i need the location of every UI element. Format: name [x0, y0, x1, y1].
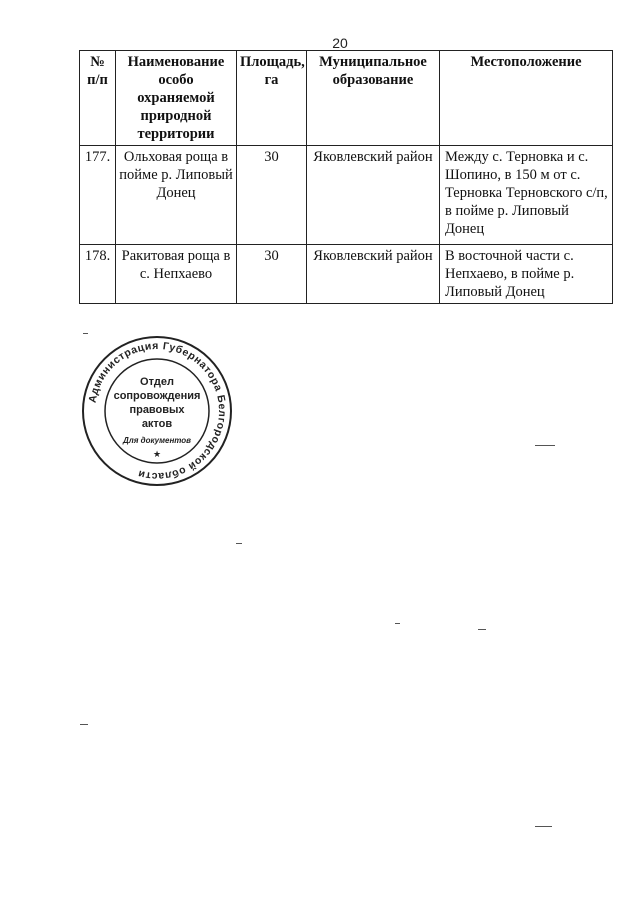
- row-municipality: Яковлевский район: [307, 146, 440, 245]
- row-area: 30: [237, 146, 307, 245]
- row-area: 30: [237, 245, 307, 304]
- stamp-ring-text: Администрация Губернатора Белгородской области: [86, 339, 229, 483]
- row-location: В восточной части с. Непхаево, в пойме р. Липовый Донец: [440, 245, 613, 304]
- office-stamp: [79, 333, 235, 489]
- scan-speck: [83, 333, 88, 334]
- table-header-row: [80, 51, 613, 146]
- header-area: Площадь, га: [237, 51, 307, 146]
- row-num: 178.: [80, 245, 116, 304]
- table-row: [80, 146, 613, 245]
- row-name: Ольховая роща в пойме р. Липовый Донец: [116, 146, 237, 245]
- stamp-center-line: актов: [141, 418, 173, 430]
- header-name: Наименование особо охраняемой природной территории: [116, 51, 237, 146]
- scan-speck: [80, 724, 88, 725]
- scan-speck: [236, 543, 242, 544]
- stamp-bottom-text: Для документов: [122, 436, 192, 445]
- scan-speck: [395, 623, 400, 624]
- table-row: [80, 245, 613, 304]
- row-municipality: Яковлевский район: [307, 245, 440, 304]
- header-municipality: Муниципальное образование: [307, 51, 440, 146]
- row-name: Ракитовая роща в с. Непхаево: [116, 245, 237, 304]
- row-location: Между с. Терновка и с. Шопино, в 150 м от с. Терновка Терновского с/п, в пойме р. Липовый Донец: [440, 146, 613, 245]
- scan-speck: [478, 629, 486, 630]
- stamp-center-line: правовых: [129, 404, 185, 416]
- protected-areas-table: [79, 50, 613, 304]
- header-location: Местоположение: [440, 51, 613, 146]
- row-num: 177.: [80, 146, 116, 245]
- stamp-center-line: сопровождения: [113, 390, 201, 402]
- scan-speck: [535, 445, 555, 446]
- stamp-center-line: Отдел: [140, 376, 174, 388]
- star-icon: ★: [152, 449, 162, 459]
- scan-speck: [535, 826, 552, 827]
- header-num: № п/п: [80, 51, 116, 146]
- page-number: 20: [332, 35, 348, 51]
